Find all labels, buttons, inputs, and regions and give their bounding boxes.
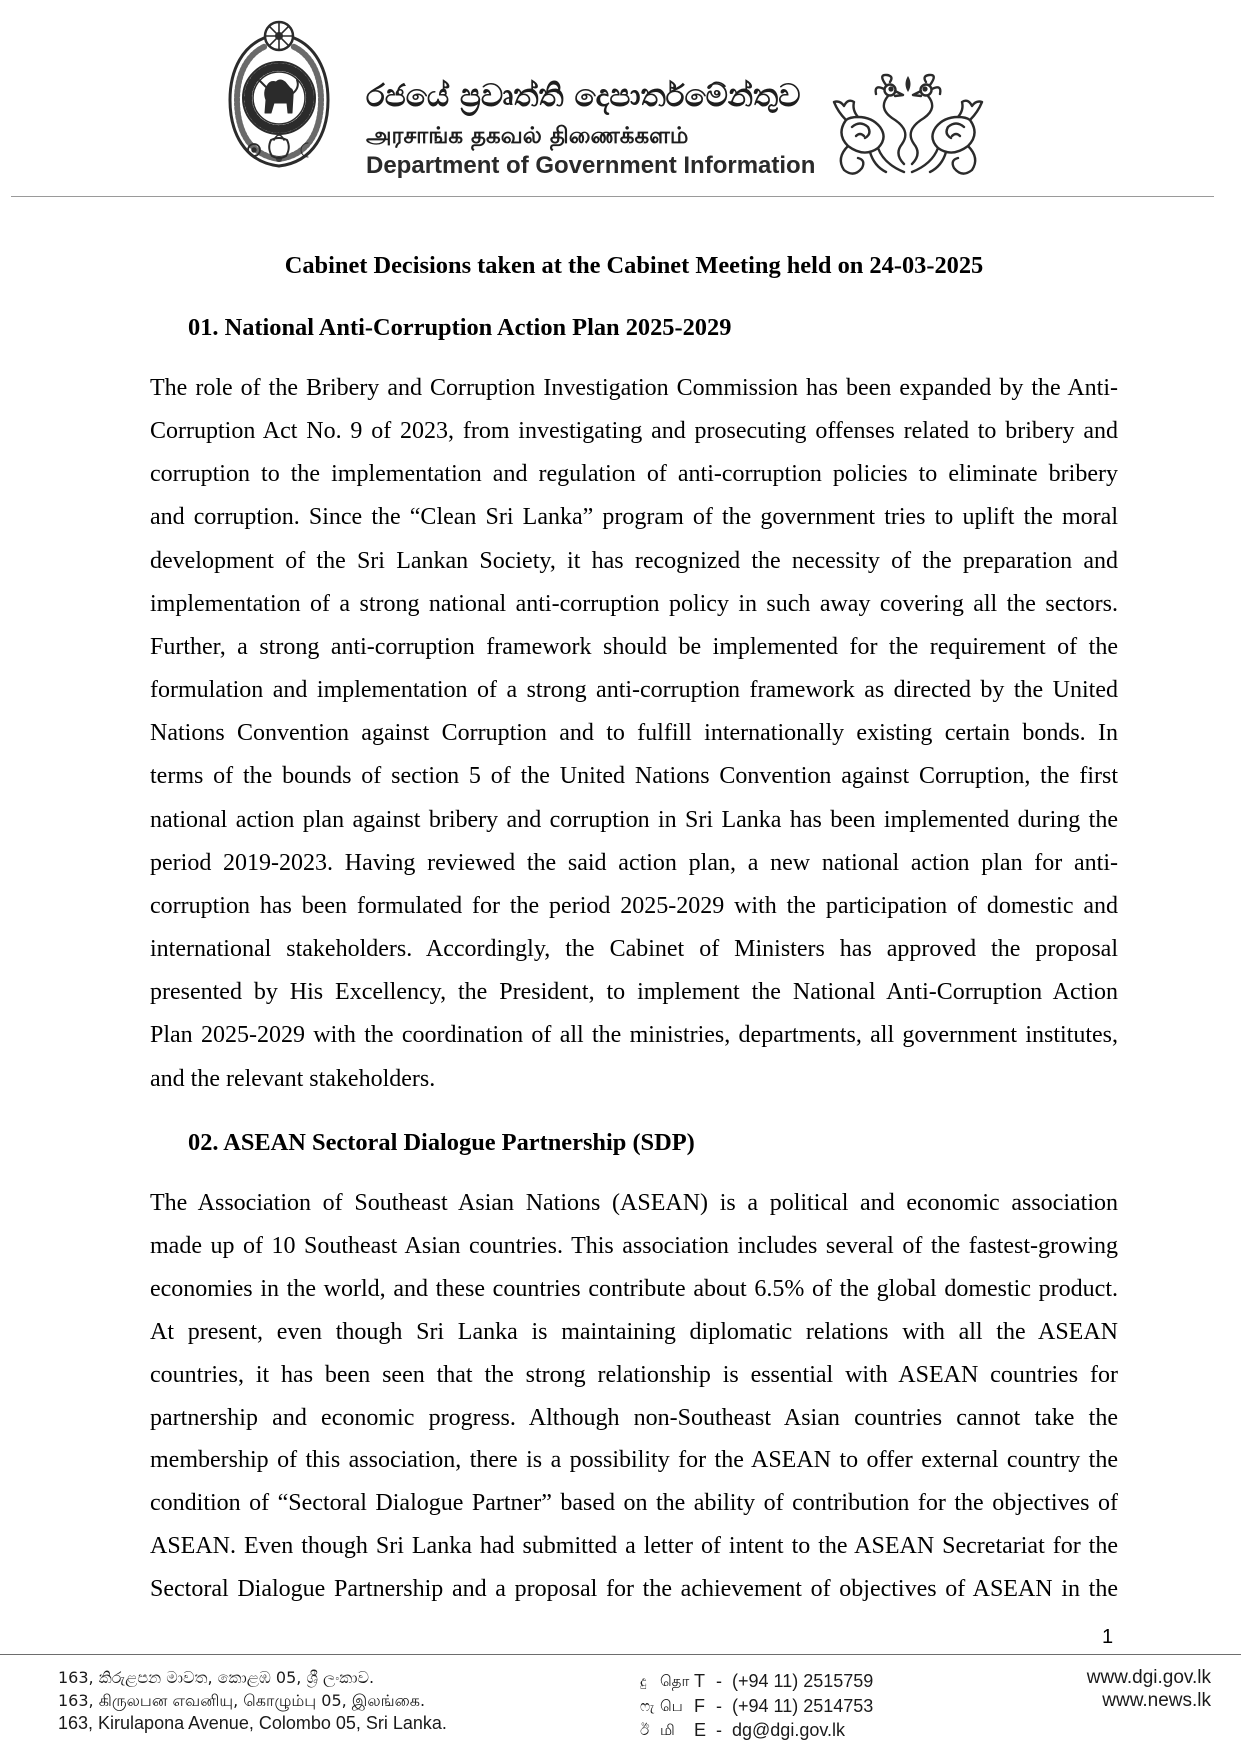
paragraph-line: made up of 10 Southeast Asian countries. This association includes several of the fastest-growing — [150, 1232, 1118, 1259]
paragraph-line: The role of the Bribery and Corruption Investigation Commission has been expanded by the Anti- — [150, 375, 1118, 401]
paragraph-line: corruption has been formulated for the period 2025-2029 with the participation of domestic and — [150, 892, 1118, 919]
paragraph-line: international stakeholders. Accordingly, the Cabinet of Ministers has approved the proposal — [150, 936, 1118, 963]
section-paragraph-anti-corruption — [150, 367, 1118, 1101]
sri-lanka-national-emblem-icon — [224, 16, 334, 174]
contact-label-english: T — [694, 1671, 705, 1691]
hansa-left-bird — [834, 75, 905, 174]
paragraph-line: condition of “Sectoral Dialogue Partner” based on the ability of contribution for the objectives of — [150, 1490, 1118, 1517]
contact-label-tamil: தொ — [660, 1672, 690, 1690]
contact-separator: - — [716, 1720, 722, 1740]
contact-label-sinhala: ෆැ — [640, 1696, 655, 1715]
department-name-tamil: அரசாங்க தகவல் திணைக்களம் — [366, 123, 689, 149]
paragraph-line: ASEAN. Even though Sri Lanka had submitted a letter of intent to the ASEAN Secretariat for the — [150, 1533, 1118, 1560]
footer-websites — [1000, 1667, 1211, 1712]
dharma-chakra-icon — [265, 22, 293, 50]
document-title: Cabinet Decisions taken at the Cabinet Meeting held on 24-03-2025 — [284, 252, 984, 279]
contact-label-sinhala: ඊ — [640, 1721, 650, 1739]
paragraph-line: partnership and economic progress. Although non-Southeast Asian countries cannot take the — [150, 1404, 1118, 1431]
contact-separator: - — [716, 1671, 722, 1691]
address-sinhala: 163, කිරුළපන මාවත, කොළඹ 05, ශ්‍රී ලංකාව. — [58, 1668, 375, 1687]
section-paragraph-asean — [150, 1182, 1118, 1611]
paragraph-line: Corruption Act No. 9 of 2023, from investigating and prosecuting offenses related to bribery and — [150, 418, 1118, 445]
fax-number: (+94 11) 2514753 — [732, 1695, 874, 1716]
footer-contacts — [640, 1669, 873, 1743]
dgi-hansa-logo-icon — [830, 72, 986, 182]
paragraph-line: Nations Convention against Corruption and to fulfill internationally existing certain bonds. In — [150, 720, 1118, 747]
section-heading-asean: 02. ASEAN Sectoral Dialogue Partnership (SDP) — [188, 1129, 695, 1156]
page-number: 1 — [1102, 1626, 1114, 1648]
contact-label-sinhala: දු — [640, 1672, 647, 1690]
department-name-english: Department of Government Information — [366, 152, 816, 179]
paragraph-line: period 2019-2023. Having reviewed the said action plan, a new national action plan for anti- — [150, 849, 1118, 876]
lion-icon — [259, 80, 298, 113]
paragraph-line: At present, even though Sri Lanka is maintaining diplomatic relations with all the ASEAN — [150, 1318, 1118, 1345]
paragraph-line: development of the Sri Lankan Society, it has recognized the necessity of the preparation and — [150, 547, 1118, 574]
hansa-right-bird — [911, 75, 982, 174]
paragraph-line: and corruption. Since the “Clean Sri Lanka” program of the government tries to uplift the moral — [150, 504, 1118, 531]
website-dgi: www.dgi.gov.lk — [1086, 1667, 1211, 1688]
paragraph-line: economies in the world, and these countries contribute about 6.5% of the global domestic product. — [150, 1275, 1118, 1302]
paragraph-line: terms of the bounds of section 5 of the United Nations Convention against Corruption, the first — [150, 763, 1118, 790]
contact-label-tamil: மி — [660, 1721, 675, 1739]
address-english: 163, Kirulapona Avenue, Colombo 05, Sri Lanka. — [58, 1713, 447, 1733]
section-heading-anti-corruption: 01. National Anti-Corruption Action Plan 2025-2029 — [188, 314, 732, 341]
contact-row-telephone — [640, 1669, 873, 1694]
contact-label-english: F — [694, 1695, 705, 1716]
paragraph-line: membership of this association, there is a possibility for the ASEAN to offer external country the — [150, 1447, 1118, 1474]
paragraph-line: national action plan against bribery and corruption in Sri Lanka has been implemented during the — [150, 806, 1118, 833]
paragraph-line: corruption to the implementation and regulation of anti-corruption policies to eliminate bribery — [150, 461, 1118, 488]
header-divider — [11, 196, 1214, 197]
department-name-sinhala: රජයේ ප්‍රවෘත්ති දෙපාර්තමේන්තුව — [366, 78, 801, 114]
punkalasa-pot-icon — [269, 135, 289, 158]
paragraph-line: implementation of a strong national anti-corruption policy in such away covering all the sectors. — [150, 590, 1118, 617]
paragraph-line: and the relevant stakeholders. — [150, 1065, 436, 1092]
paragraph-line: countries, it has been seen that the strong relationship is essential with ASEAN countries for — [150, 1361, 1118, 1388]
footer-address — [58, 1667, 578, 1735]
paragraph-line: formulation and implementation of a strong anti-corruption framework as directed by the United — [150, 677, 1118, 704]
email-address: dg@dgi.gov.lk — [732, 1720, 846, 1740]
paragraph-line: presented by His Excellency, the President, to implement the National Anti-Corruption Action — [150, 979, 1118, 1006]
paragraph-line: Further, a strong anti-corruption framework should be implemented for the requirement of the — [150, 633, 1118, 660]
paragraph-line: Plan 2025-2029 with the coordination of all the ministries, departments, all government institutes, — [150, 1022, 1118, 1049]
lotus-bud-icon — [906, 76, 911, 92]
contact-row-email — [640, 1718, 873, 1743]
address-tamil: 163, கிருலபன எவனியு, கொழும்பு 05, இலங்கை. — [58, 1690, 426, 1710]
contact-row-fax — [640, 1694, 873, 1719]
footer-divider — [0, 1654, 1241, 1655]
contact-label-english: E — [694, 1720, 707, 1740]
telephone-number: (+94 11) 2515759 — [732, 1671, 874, 1691]
contact-label-tamil: பெ — [660, 1696, 683, 1715]
website-news: www.news.lk — [1102, 1689, 1211, 1711]
paragraph-line: Sectoral Dialogue Partnership and a proposal for the achievement of objectives of ASEAN in the — [150, 1576, 1118, 1603]
contact-separator: - — [716, 1695, 722, 1716]
paragraph-line: The Association of Southeast Asian Nations (ASEAN) is a political and economic association — [150, 1190, 1118, 1216]
